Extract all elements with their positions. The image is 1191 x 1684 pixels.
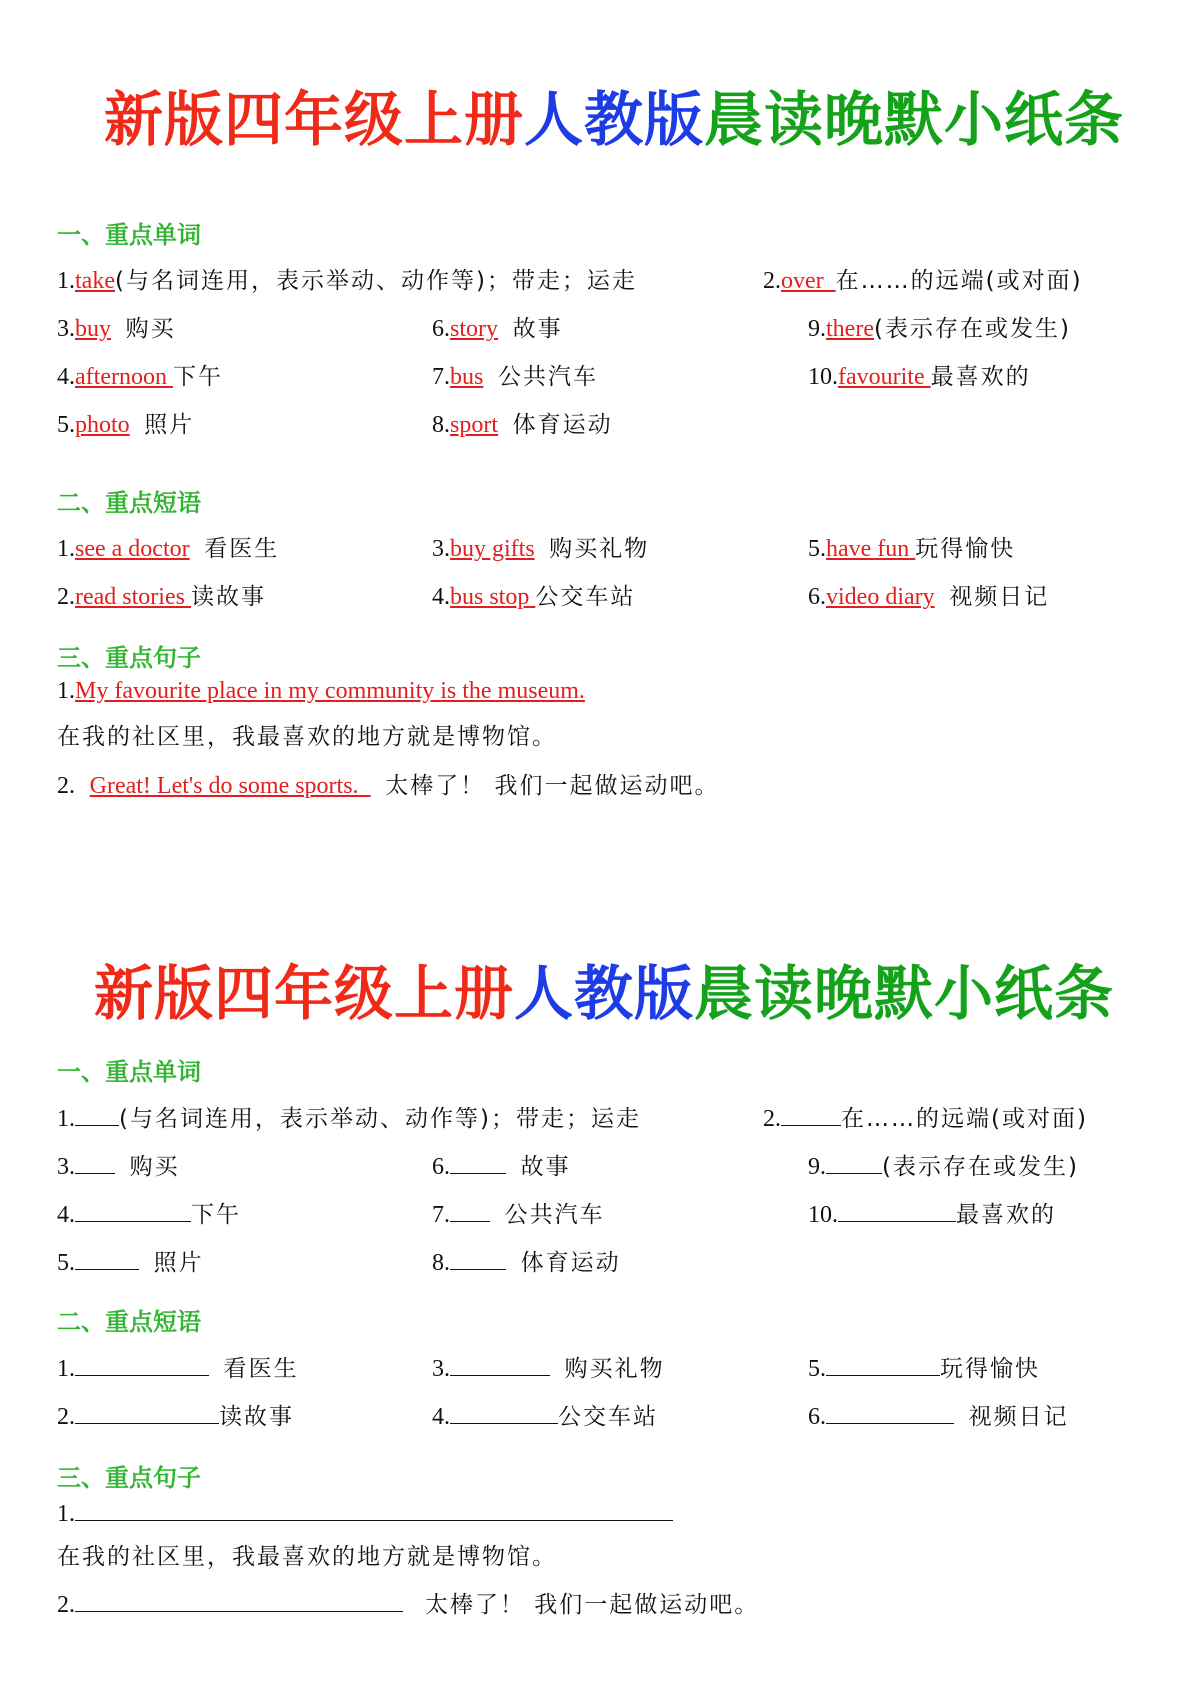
sentence-answer: My favourite place in my community is the museum. (75, 678, 585, 704)
word-item-9: 9.there(表示存在或发生) (808, 316, 1071, 342)
word-answer: sport (450, 412, 498, 438)
word-item-4: 4.afternoon 下午 (57, 364, 223, 390)
word-item-5: 5.photo 照片 (57, 412, 195, 438)
word-answer: story (450, 316, 498, 342)
blank-line[interactable] (450, 1199, 490, 1222)
section-heading-sentences-blank: 三、重点句子 (57, 1464, 201, 1492)
sentence-item-2: 2. Great! Let's do some sports. 太棒了！ 我们一起做运动吧。 (57, 773, 720, 799)
phrase-blank-1: 1. 看医生 (57, 1350, 299, 1383)
word-answer: bus (450, 364, 484, 390)
phrase-answer: bus stop (450, 584, 530, 610)
phrase-item-1: 1.see a doctor 看医生 (57, 536, 280, 562)
word-blank-9: 9. (表示存在或发生) (808, 1148, 1079, 1181)
word-item-3: 3.buy 购买 (57, 316, 176, 342)
word-blank-5: 5. 照片 (57, 1244, 204, 1277)
blank-line[interactable] (826, 1353, 940, 1376)
blank-line[interactable] (75, 1353, 209, 1376)
word-answer: photo (75, 412, 130, 438)
word-answer: take (75, 268, 115, 294)
blank-line[interactable] (781, 1103, 841, 1126)
word-item-1: 1.take(与名词连用，表示举动、动作等)；带走；运走 (57, 268, 637, 294)
sentence-answer: Great! Let's do some sports. (89, 773, 359, 799)
word-blank-1: 1. (与名词连用，表示举动、动作等)；带走；运走 (57, 1100, 641, 1133)
word-answer: afternoon (75, 364, 167, 390)
blank-line[interactable] (75, 1498, 673, 1521)
word-blank-10: 10. 最喜欢的 (808, 1196, 1056, 1229)
phrase-blank-2: 2. 读故事 (57, 1398, 294, 1431)
blank-line[interactable] (75, 1589, 403, 1612)
word-blank-7: 7. 公共汽车 (432, 1196, 605, 1229)
blank-line[interactable] (75, 1199, 191, 1222)
phrase-item-6: 6.video diary 视频日记 (808, 584, 1050, 610)
sentence-blank-1: 1. (57, 1498, 673, 1528)
phrase-answer: have fun (826, 536, 910, 562)
page-title-repeat: 新版四年级上册人教版晨读晚默小纸条 (94, 959, 1115, 1028)
blank-line[interactable] (838, 1199, 956, 1222)
word-item-6: 6.story 故事 (432, 316, 563, 342)
title-part-3: 晨读晚默小纸条 (704, 85, 1125, 154)
phrase-item-4: 4.bus stop 公交车站 (432, 584, 636, 610)
phrase-blank-6: 6. 视频日记 (808, 1398, 1069, 1431)
title-part-2: 人教版 (524, 85, 705, 154)
section-heading-phrases-blank: 二、重点短语 (57, 1308, 201, 1336)
blank-line[interactable] (75, 1151, 115, 1174)
sentence-blank-2: 2. 太棒了！ 我们一起做运动吧。 (57, 1586, 759, 1619)
word-answer: over (781, 268, 824, 294)
section-heading-words-blank: 一、重点单词 (57, 1058, 201, 1086)
word-blank-4: 4. 下午 (57, 1196, 241, 1229)
phrase-answer: buy gifts (450, 536, 535, 562)
phrase-answer: see a doctor (75, 536, 190, 562)
word-item-2: 2.over 在……的远端(或对面) (763, 268, 1083, 294)
blank-line[interactable] (826, 1401, 954, 1424)
word-item-10: 10.favourite 最喜欢的 (808, 364, 1031, 390)
blank-line[interactable] (450, 1401, 558, 1424)
blank-line[interactable] (450, 1151, 506, 1174)
blank-line[interactable] (75, 1401, 219, 1424)
page-title (104, 72, 1124, 157)
sentence-translation-1: 在我的社区里，我最喜欢的地方就是博物馆。 (57, 724, 557, 750)
phrase-item-3: 3.buy gifts 购买礼物 (432, 536, 650, 562)
phrase-answer: video diary (826, 584, 935, 610)
phrase-item-5: 5.have fun 玩得愉快 (808, 536, 1016, 562)
word-blank-3: 3. 购买 (57, 1148, 180, 1181)
blank-line[interactable] (450, 1247, 506, 1270)
phrase-item-2: 2.read stories 读故事 (57, 584, 266, 610)
phrase-blank-3: 3. 购买礼物 (432, 1350, 665, 1383)
word-item-7: 7.bus 公共汽车 (432, 364, 598, 390)
phrase-answer: read stories (75, 584, 185, 610)
section-heading-sentences: 三、重点句子 (57, 644, 201, 672)
sentence-translation-1-blank: 在我的社区里，我最喜欢的地方就是博物馆。 (57, 1544, 557, 1570)
blank-line[interactable] (826, 1151, 882, 1174)
blank-line[interactable] (75, 1103, 119, 1126)
phrase-blank-5: 5. 玩得愉快 (808, 1350, 1040, 1383)
sentence-item-1: 1.My favourite place in my community is the museum. (57, 678, 585, 704)
word-answer: there (826, 316, 874, 342)
word-answer: favourite (838, 364, 925, 390)
word-blank-2: 2. 在……的远端(或对面) (763, 1100, 1088, 1133)
section-heading-phrases: 二、重点短语 (57, 489, 201, 517)
word-blank-8: 8. 体育运动 (432, 1244, 621, 1277)
blank-line[interactable] (450, 1353, 550, 1376)
phrase-blank-4: 4. 公交车站 (432, 1398, 658, 1431)
title-part-1: 新版四年级上册 (104, 85, 525, 154)
section-heading-words: 一、重点单词 (57, 221, 201, 249)
word-blank-6: 6. 故事 (432, 1148, 571, 1181)
blank-line[interactable] (75, 1247, 139, 1270)
word-answer: buy (75, 316, 111, 342)
word-item-8: 8.sport 体育运动 (432, 412, 613, 438)
